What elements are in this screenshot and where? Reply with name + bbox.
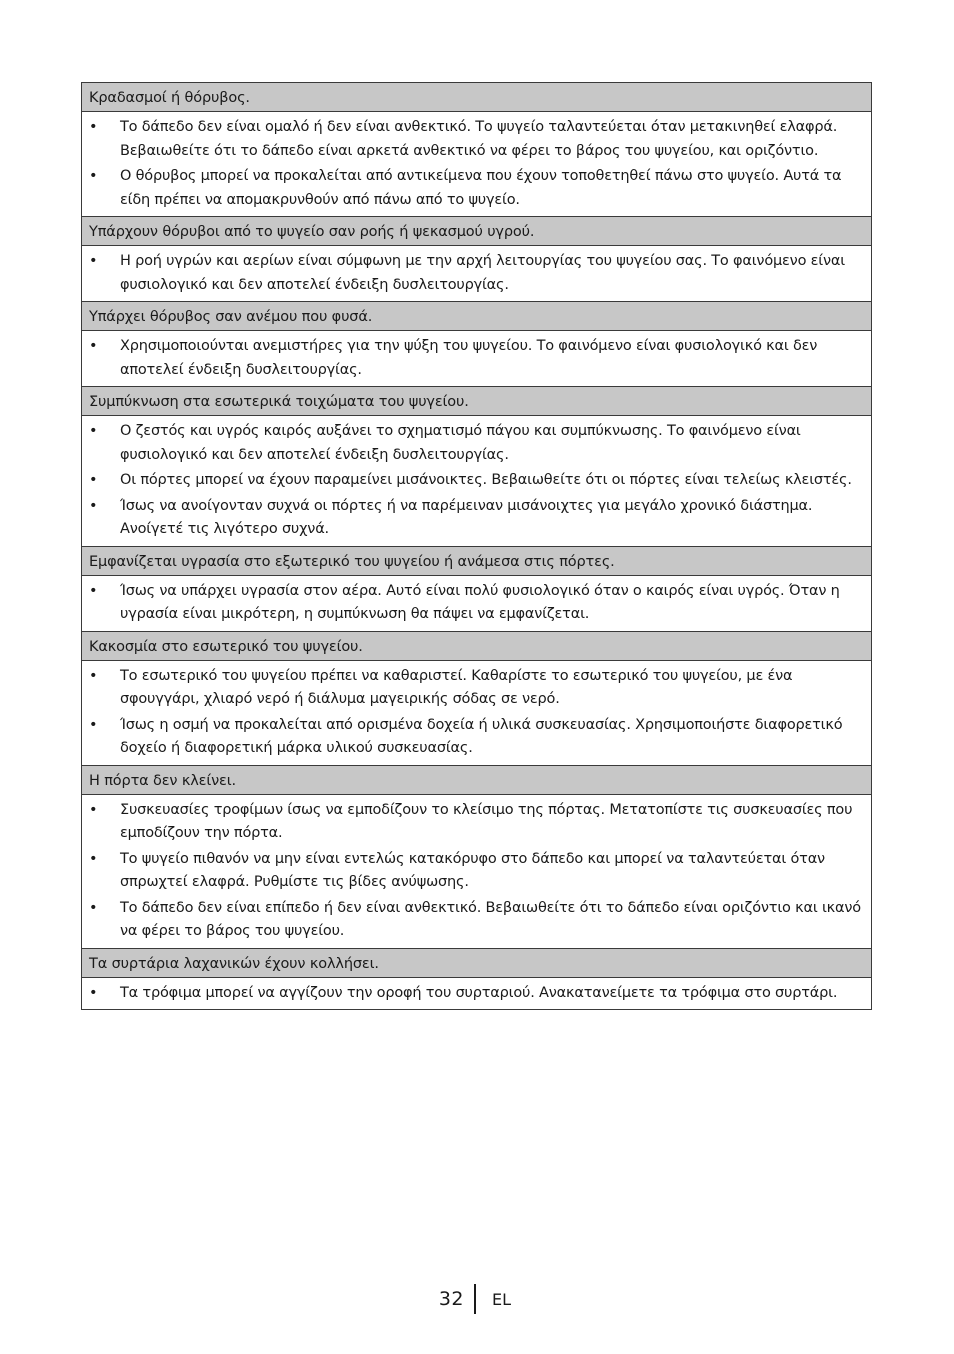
page-number: 32 <box>438 1288 464 1310</box>
section-header-vibration: Κραδασμοί ή θόρυβος. <box>82 83 871 112</box>
list-item <box>82 897 865 944</box>
bullet-icon: • <box>89 716 98 733</box>
list-item <box>82 799 865 846</box>
section-header-bad-odor: Κακοσμία στο εσωτερικό του ψυγείου. <box>82 632 871 661</box>
section-header-internal-condensation: Συμπύκνωση στα εσωτερικά τοιχώματα του ψυγείου. <box>82 387 871 416</box>
page-footer <box>0 1284 954 1314</box>
section-body-internal-condensation <box>82 416 871 547</box>
bullet-icon: • <box>89 497 98 514</box>
section-body-crisper-stuck <box>82 978 871 1011</box>
section-header-door-not-closing: Η πόρτα δεν κλείνει. <box>82 766 871 795</box>
list-item <box>82 469 865 493</box>
section-body-wind-noise <box>82 331 871 387</box>
bullet-icon: • <box>89 899 98 916</box>
list-item-text: Το δάπεδο δεν είναι επίπεδο ή δεν είναι ανθεκτικό. Βεβαιωθείτε ότι το δάπεδο είναι οριζόντιο και ικανό να φέρει το βάρος του ψυγείου. <box>120 899 861 939</box>
footer-divider <box>474 1284 476 1314</box>
section-header-flow-noise: Υπάρχουν θόρυβοι από το ψυγείο σαν ροής ή ψεκασμού υγρού. <box>82 217 871 246</box>
list-item-text: Ο ζεστός και υγρός καιρός αυξάνει το σχηματισμό πάγου και συμπύκνωσης. Το φαινόμενο είναι φυσιολογικό και δεν αποτελεί ένδειξη δυσλειτουργίας. <box>120 423 801 463</box>
section-body-flow-noise <box>82 246 871 302</box>
list-item-text: Χρησιμοποιούνται ανεμιστήρες για την ψύξη του ψυγείου. Το φαινόμενο είναι φυσιολογικό και δεν αποτελεί ένδειξη δυσλειτουργίας. <box>120 338 818 378</box>
section-header-crisper-stuck: Τα συρτάρια λαχανικών έχουν κολλήσει. <box>82 949 871 978</box>
list-item <box>82 165 865 212</box>
bullet-icon: • <box>89 338 98 354</box>
bullet-icon: • <box>89 850 98 867</box>
list-item <box>82 665 865 712</box>
list-item-text: Το ψυγείο πιθανόν να μην είναι εντελώς κατακόρυφο στο δάπεδο και μπορεί να ταλαντεύεται όταν σπρωχτεί ελαφρά. Ρυθμίστε τις βίδες ανύψωσης. <box>120 850 825 890</box>
list-item-text: Η ροή υγρών και αερίων είναι σύμφωνη με την αρχή λειτουργίας του ψυγείου σας. Το φαινόμενο είναι φυσιολογικό και δεν αποτελεί ένδειξη δυσλειτουργίας. <box>120 253 845 293</box>
list-item <box>82 420 865 467</box>
bullet-icon: • <box>89 801 98 818</box>
list-item-text: Το δάπεδο δεν είναι ομαλό ή δεν είναι ανθεκτικό. Το ψυγείο ταλαντεύεται όταν μετακινηθεί ελαφρά. Βεβαιωθείτε ότι το δάπεδο είναι αρκετά ανθεκτικό να φέρει το βάρος του ψυγείου, και οριζόντιο. <box>120 119 838 159</box>
list-item <box>82 495 865 542</box>
list-item-text: Ίσως η οσμή να προκαλείται από ορισμένα δοχεία ή υλικά συσκευασίας. Χρησιμοποιήστε διαφορετικό δοχείο ή διαφορετική μάρκα υλικού συσκευασίας. <box>120 716 843 756</box>
language-code: EL <box>492 1290 512 1309</box>
section-body-door-not-closing <box>82 795 871 949</box>
list-item <box>82 335 865 382</box>
list-item <box>82 982 865 1006</box>
list-item <box>82 116 865 163</box>
section-header-wind-noise: Υπάρχει θόρυβος σαν ανέμου που φυσά. <box>82 302 871 331</box>
bullet-icon: • <box>89 168 98 184</box>
section-body-external-moisture <box>82 576 871 632</box>
list-item-text: Συσκευασίες τροφίμων ίσως να εμποδίζουν το κλείσιμο της πόρτας. Μετατοπίστε τις συσκευασίες που εμποδίζουν την πόρτα. <box>120 801 853 841</box>
section-body-vibration <box>82 112 871 217</box>
list-item-text: Το εσωτερικό του ψυγείου πρέπει να καθαριστεί. Καθαρίστε το εσωτερικό του ψυγείου, με ένα σφουγγάρι, χλιαρό νερό ή διάλυμα μαγειρικής σόδας σε νερό. <box>120 667 793 707</box>
list-item <box>82 580 865 627</box>
list-item-text: Ίσως να ανοίγονταν συχνά οι πόρτες ή να παρέμειναν μισάνοιχτες για μεγάλο χρονικό διάστημα. Ανοίγετέ τις λιγότερο συχνά. <box>120 497 813 537</box>
bullet-icon: • <box>89 253 98 269</box>
bullet-icon: • <box>89 984 98 1001</box>
list-item-text: Ο θόρυβος μπορεί να προκαλείται από αντικείμενα που έχουν τοποθετηθεί πάνω στο ψυγείο. Αυτά τα είδη πρέπει να απομακρυνθούν από πάνω από το ψυγείο. <box>120 168 842 208</box>
bullet-icon: • <box>89 582 98 599</box>
list-item <box>82 714 865 761</box>
list-item-text: Ίσως να υπάρχει υγρασία στον αέρα. Αυτό είναι πολύ φυσιολογικό όταν ο καιρός είναι υγρός. Όταν η υγρασία είναι μικρότερη, η συμπύκνωση θα πάψει να εμφανίζεται. <box>120 582 840 622</box>
bullet-icon: • <box>89 667 98 684</box>
bullet-icon: • <box>89 472 98 488</box>
bullet-icon: • <box>89 119 98 135</box>
troubleshooting-table <box>81 82 872 1010</box>
section-header-external-moisture: Εμφανίζεται υγρασία στο εξωτερικό του ψυγείου ή ανάμεσα στις πόρτες. <box>82 547 871 576</box>
list-item-text: Τα τρόφιμα μπορεί να αγγίζουν την οροφή του συρταριού. Ανακατανείμετε τα τρόφιμα στο συρτάρι. <box>120 984 838 1001</box>
list-item-text: Οι πόρτες μπορεί να έχουν παραμείνει μισάνοικτες. Βεβαιωθείτε ότι οι πόρτες είναι τελείως κλειστές. <box>120 472 852 488</box>
list-item <box>82 848 865 895</box>
section-body-bad-odor <box>82 661 871 766</box>
bullet-icon: • <box>89 423 98 439</box>
list-item <box>82 250 865 297</box>
